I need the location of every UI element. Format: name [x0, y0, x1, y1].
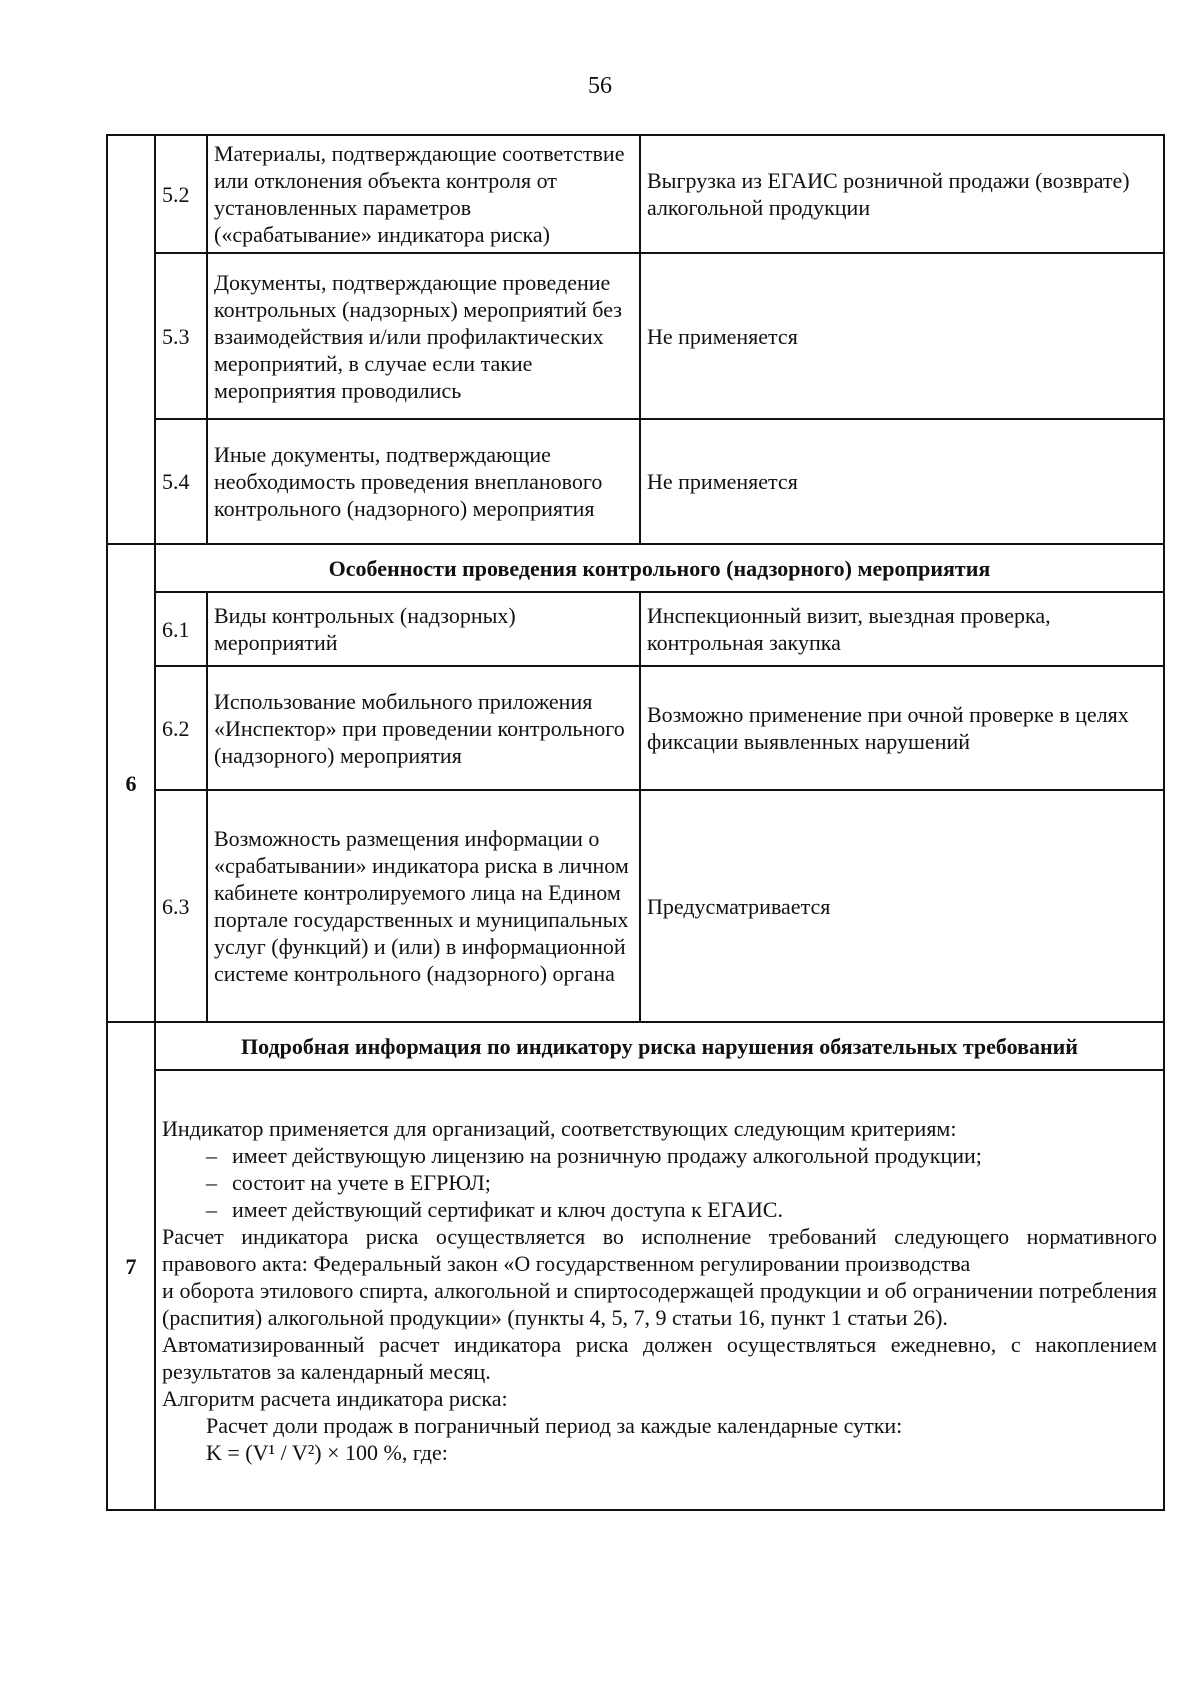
detail-intro: Индикатор применяется для организаций, соответствующих следующим критериям: — [162, 1115, 957, 1141]
algorithm-heading: Алгоритм расчета индикатора риска: — [162, 1385, 508, 1411]
row-number: 5.4 — [155, 419, 207, 544]
row-value: Инспекционный визит, выездная проверка, контрольная закупка — [640, 592, 1164, 666]
risk-indicator-table — [106, 134, 1165, 1511]
row-number: 6.1 — [155, 592, 207, 666]
algorithm-step: Расчет доли продаж в пограничный период за каждые календарные сутки: — [206, 1412, 903, 1438]
row-name: Материалы, подтверждающие соответствие или отклонения объекта контроля от установленных параметров («срабатывание» индикатора риска) — [207, 135, 640, 253]
section-number: 7 — [107, 1022, 155, 1510]
criteria-list — [162, 1142, 1157, 1223]
section-header-row — [107, 1022, 1164, 1070]
list-item: – имеет действующий сертификат и ключ доступа к ЕГАИС. — [206, 1196, 1157, 1223]
table-row — [107, 419, 1164, 544]
table-row — [107, 592, 1164, 666]
section-header-row — [107, 544, 1164, 592]
row-value: Возможно применение при очной проверке в целях фиксации выявленных нарушений — [640, 666, 1164, 790]
section-title: Особенности проведения контрольного (надзорного) мероприятия — [155, 544, 1164, 592]
legal-basis-paragraph: Расчет индикатора риска осуществляется во исполнение требований следующего нормативного правового акта: Федеральный закон «О государственном регулировании производства — [162, 1223, 1157, 1276]
section-number: 6 — [107, 544, 155, 1022]
row-number: 6.2 — [155, 666, 207, 790]
table-row — [107, 253, 1164, 419]
section-number-cell — [107, 135, 155, 544]
detail-row — [107, 1070, 1164, 1510]
row-value: Выгрузка из ЕГАИС розничной продажи (возврате) алкогольной продукции — [640, 135, 1164, 253]
formula: K = (V¹ / V²) × 100 %, где: — [206, 1439, 448, 1465]
row-name: Возможность размещения информации о «срабатывании» индикатора риска в личном кабинете контролируемого лица на Едином портале государственных и муниципальных услуг (функций) и (или) в информационной системе контрольного (надзорного) органа — [207, 790, 640, 1022]
detail-cell — [155, 1070, 1164, 1510]
row-value: Не применяется — [640, 419, 1164, 544]
list-item: – имеет действующую лицензию на розничную продажу алкогольной продукции; — [206, 1142, 1157, 1169]
page-number: 56 — [588, 73, 612, 99]
table-row — [107, 790, 1164, 1022]
row-number: 6.3 — [155, 790, 207, 1022]
list-item: – состоит на учете в ЕГРЮЛ; — [206, 1169, 1157, 1196]
row-value: Предусматривается — [640, 790, 1164, 1022]
table-row — [107, 135, 1164, 253]
row-number: 5.2 — [155, 135, 207, 253]
calculation-frequency-paragraph: Автоматизированный расчет индикатора риска должен осуществляться ежедневно, с накоплением результатов за календарный месяц. — [162, 1331, 1157, 1384]
row-name: Использование мобильного приложения «Инспектор» при проведении контрольного (надзорного) мероприятия — [207, 666, 640, 790]
row-name: Документы, подтверждающие проведение контрольных (надзорных) мероприятий без взаимодействия и/или профилактических мероприятий, в случае если такие мероприятия проводились — [207, 253, 640, 419]
row-name: Иные документы, подтверждающие необходимость проведения внепланового контрольного (надзорного) мероприятия — [207, 419, 640, 544]
section-title: Подробная информация по индикатору риска нарушения обязательных требований — [155, 1022, 1164, 1070]
row-value: Не применяется — [640, 253, 1164, 419]
row-name: Виды контрольных (надзорных) мероприятий — [207, 592, 640, 666]
legal-basis-continuation: и оборота этилового спирта, алкогольной и спиртосодержащей продукции и об ограничении потребления (распития) алкогольной продукции» (пункты 4, 5, 7, 9 статьи 16, пункт 1 статьи 26). — [162, 1277, 1157, 1330]
table-row — [107, 666, 1164, 790]
row-number: 5.3 — [155, 253, 207, 419]
